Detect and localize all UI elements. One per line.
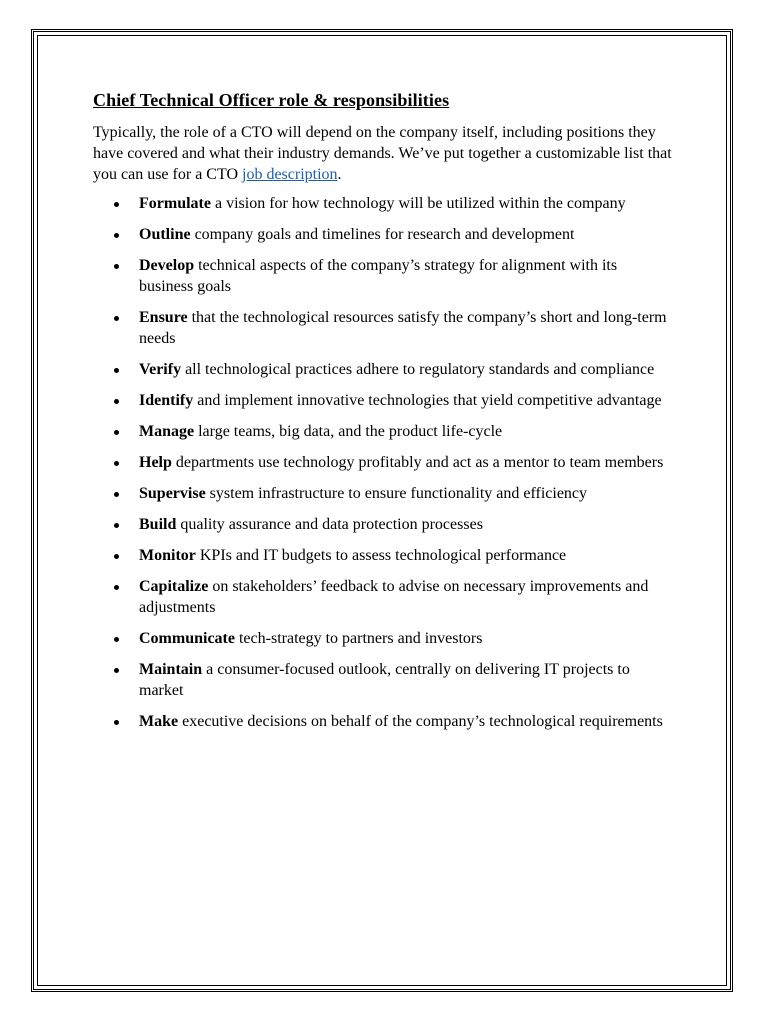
bullet-icon xyxy=(114,637,119,642)
bullet-text: a consumer-focused outlook, centrally on delivering IT projects to market xyxy=(139,661,630,699)
bullet-keyword: Identify xyxy=(139,392,194,409)
bullet-keyword: Maintain xyxy=(139,661,203,678)
bullet-text: system infrastructure to ensure functionality and efficiency xyxy=(205,485,588,502)
list-item xyxy=(93,483,673,504)
bullet-icon xyxy=(114,316,119,321)
bullet-text: technical aspects of the company’s strategy for alignment with its business goals xyxy=(139,257,618,295)
bullet-icon xyxy=(114,368,119,373)
list-item xyxy=(93,452,673,473)
bullet-icon xyxy=(114,523,119,528)
bullet-icon xyxy=(114,492,119,497)
bullet-text: quality assurance and data protection processes xyxy=(176,516,483,533)
bullet-icon xyxy=(114,668,119,673)
bullet-keyword: Verify xyxy=(139,361,182,378)
bullet-keyword: Build xyxy=(139,516,177,533)
list-item xyxy=(93,421,673,442)
list-item xyxy=(93,659,673,701)
bullet-icon xyxy=(114,202,119,207)
list-item xyxy=(93,359,673,380)
responsibilities-list xyxy=(93,193,673,732)
bullet-keyword: Make xyxy=(139,713,179,730)
list-item xyxy=(93,628,673,649)
list-item xyxy=(93,514,673,535)
list-item xyxy=(93,307,673,349)
list-item xyxy=(93,390,673,411)
bullet-keyword: Help xyxy=(139,454,172,471)
job-description-link[interactable]: job description xyxy=(242,166,338,183)
bullet-text: large teams, big data, and the product life-cycle xyxy=(194,423,503,440)
bullet-text: KPIs and IT budgets to assess technological performance xyxy=(195,547,567,564)
bullet-icon xyxy=(114,233,119,238)
bullet-text: executive decisions on behalf of the company’s technological requirements xyxy=(178,713,663,730)
document-title: Chief Technical Officer role & responsibilities xyxy=(93,90,450,110)
list-item xyxy=(93,193,673,214)
intro-end: . xyxy=(337,166,342,183)
bullet-keyword: Develop xyxy=(139,257,195,274)
bullet-icon xyxy=(114,461,119,466)
bullet-text: and implement innovative technologies that yield competitive advantage xyxy=(193,392,662,409)
bullet-text: on stakeholders’ feedback to advise on necessary improvements and adjustments xyxy=(139,578,649,616)
list-item xyxy=(93,255,673,297)
list-item xyxy=(93,711,673,732)
bullet-keyword: Formulate xyxy=(139,195,211,212)
list-item xyxy=(93,576,673,618)
document-content xyxy=(93,88,673,742)
bullet-keyword: Capitalize xyxy=(139,578,209,595)
bullet-icon xyxy=(114,720,119,725)
bullet-text: that the technological resources satisfy the company’s short and long-term needs xyxy=(139,309,667,347)
bullet-icon xyxy=(114,399,119,404)
bullet-icon xyxy=(114,585,119,590)
bullet-keyword: Communicate xyxy=(139,630,235,647)
bullet-keyword: Ensure xyxy=(139,309,188,326)
list-item xyxy=(93,224,673,245)
bullet-icon xyxy=(114,430,119,435)
bullet-keyword: Outline xyxy=(139,226,191,243)
intro-paragraph xyxy=(93,122,673,185)
bullet-text: company goals and timelines for research and development xyxy=(190,226,575,243)
bullet-icon xyxy=(114,264,119,269)
bullet-text: departments use technology profitably and act as a mentor to team members xyxy=(171,454,664,471)
bullet-keyword: Manage xyxy=(139,423,195,440)
bullet-text: a vision for how technology will be utilized within the company xyxy=(210,195,626,212)
bullet-text: tech-strategy to partners and investors xyxy=(234,630,483,647)
bullet-icon xyxy=(114,554,119,559)
intro-text: Typically, the role of a CTO will depend on the company itself, including positions they have covered and what their industry demands. We’ve put together a customizable list that you can use for a CTO xyxy=(93,124,672,183)
bullet-text: all technological practices adhere to regulatory standards and compliance xyxy=(181,361,655,378)
bullet-keyword: Supervise xyxy=(139,485,206,502)
bullet-keyword: Monitor xyxy=(139,547,196,564)
list-item xyxy=(93,545,673,566)
